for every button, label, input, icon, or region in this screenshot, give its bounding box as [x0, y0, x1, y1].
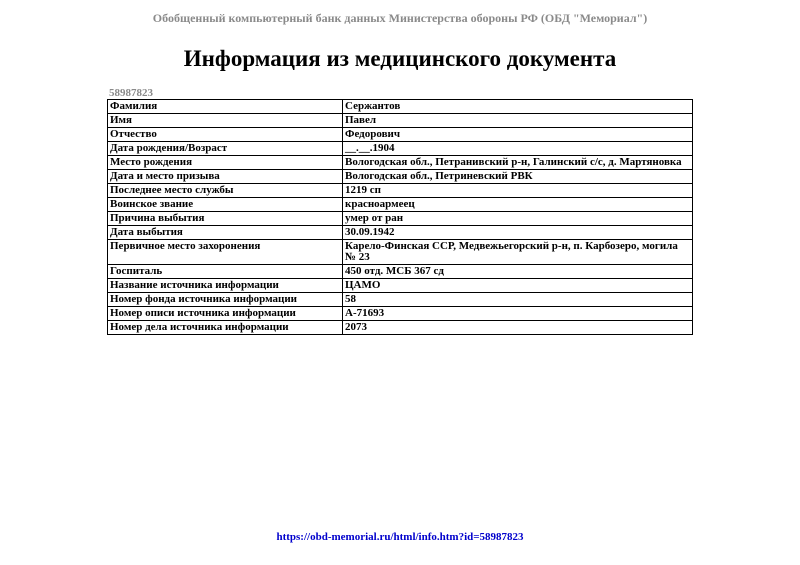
page-title: Информация из медицинского документа: [183, 46, 617, 71]
field-label: Фамилия: [108, 100, 343, 114]
table-row: [108, 265, 693, 279]
field-value: А-71693: [343, 307, 693, 321]
field-label: Госпиталь: [108, 265, 343, 279]
field-value: ЦАМО: [343, 279, 693, 293]
field-label: Имя: [108, 114, 343, 128]
field-label: Название источника информации: [108, 279, 343, 293]
table-row: [108, 279, 693, 293]
field-label: Номер фонда источника информации: [108, 293, 343, 307]
table-row: [108, 128, 693, 142]
field-value: 30.09.1942: [343, 226, 693, 240]
field-label: Воинское звание: [108, 198, 343, 212]
field-label: Номер описи источника информации: [108, 307, 343, 321]
field-label: Отчество: [108, 128, 343, 142]
field-value: __.__.1904: [343, 142, 693, 156]
field-value: 450 отд. МСБ 367 сд: [343, 265, 693, 279]
table-row: [108, 184, 693, 198]
table-row: [108, 100, 693, 114]
source-link[interactable]: https://obd-memorial.ru/html/info.htm?id=58987823: [276, 531, 524, 543]
table-row: [108, 307, 693, 321]
field-value: красноармеец: [343, 198, 693, 212]
table-row: [108, 170, 693, 184]
field-value: 2073: [343, 321, 693, 335]
field-value: Вологодская обл., Петранивский р-н, Галинский с/с, д. Мартяновка: [343, 156, 693, 170]
field-value: Павел: [343, 114, 693, 128]
table-row: [108, 226, 693, 240]
field-label: Дата и место призыва: [108, 170, 343, 184]
field-label: Последнее место службы: [108, 184, 343, 198]
field-label: Дата рождения/Возраст: [108, 142, 343, 156]
table-row: [108, 293, 693, 307]
table-row: [108, 156, 693, 170]
table-row: [108, 240, 693, 265]
field-value: Вологодская обл., Петриневский РВК: [343, 170, 693, 184]
field-value: Карело-Финская ССР, Медвежьегорский р-н, п. Карбозеро, могила № 23: [343, 240, 693, 265]
table-row: [108, 198, 693, 212]
table-row: [108, 212, 693, 226]
field-value: Сержантов: [343, 100, 693, 114]
field-value: умер от ран: [343, 212, 693, 226]
site-header: Обобщенный компьютерный банк данных Министерства обороны РФ (ОБД "Мемориал"): [152, 11, 648, 25]
info-table-body: [108, 100, 693, 335]
record-id: 58987823: [109, 87, 153, 99]
field-value: 58: [343, 293, 693, 307]
field-label: Причина выбытия: [108, 212, 343, 226]
field-value: 1219 сп: [343, 184, 693, 198]
info-table: [107, 99, 693, 335]
table-row: [108, 321, 693, 335]
field-label: Номер дела источника информации: [108, 321, 343, 335]
table-row: [108, 114, 693, 128]
table-row: [108, 142, 693, 156]
field-label: Место рождения: [108, 156, 343, 170]
field-label: Первичное место захоронения: [108, 240, 343, 265]
field-value: Федорович: [343, 128, 693, 142]
field-label: Дата выбытия: [108, 226, 343, 240]
